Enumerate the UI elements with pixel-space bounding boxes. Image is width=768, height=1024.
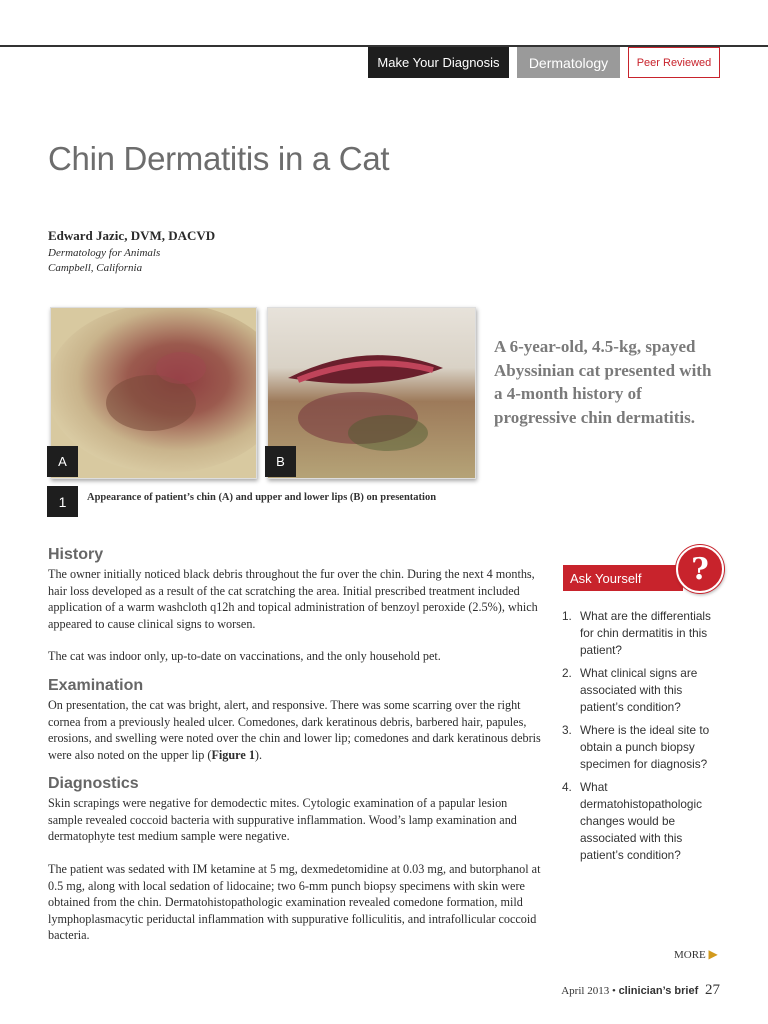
page-footer <box>561 982 720 999</box>
page-number: 27 <box>705 982 720 998</box>
examination-text: On presentation, the cat was bright, alert, and responsive. There was some scarring over the right cornea from a previously healed ulcer. Comedones, dark keratinous debris, barbered hair, papules, erosions, and swelling were noted over the chin and lower lip; comedones and dark keratinous debris were also noted on the upper lip ( <box>48 698 541 762</box>
section-heading-history: History <box>48 546 104 563</box>
article-title: Chin Dermatitis in a Cat <box>48 140 390 177</box>
figure-number: 1 <box>47 486 78 517</box>
affiliation-line: Campbell, California <box>48 262 143 274</box>
question-item <box>562 608 722 659</box>
question-item <box>562 722 722 773</box>
history-paragraph: The cat was indoor only, up-to-date on vaccinations, and the only household pet. <box>48 649 441 663</box>
diagnostics-paragraph: The patient was sedated with IM ketamine at 5 mg, dexmedetomidine at 0.03 mg, and butorphanol at 0.5 mg, along with local sedation of lidocaine; two 6-mm punch biopsy specimens with skin were obtained from the chin. Dermatohistopathologic examination revealed comedone formation, mild lymphoplasmacytic periductal inflammation with suppurative folliculitis, and intrafollicular coccoid bacteria. <box>48 862 541 943</box>
footer-separator: • <box>611 985 616 997</box>
examination-paragraph <box>48 697 542 763</box>
question-text: What are the differentials for chin dermatitis in this patient? <box>580 609 711 657</box>
more-label: MORE <box>674 949 706 961</box>
lips-photo-image <box>268 308 475 478</box>
ask-yourself-heading: Ask Yourself <box>563 565 683 591</box>
ask-yourself-questions <box>562 608 722 870</box>
chin-photo-image <box>51 308 256 478</box>
photo-label-b: B <box>265 446 296 477</box>
photo-lips <box>267 307 476 479</box>
arrow-right-icon: ▶ <box>708 947 718 961</box>
section-tag-make-your-diagnosis: Make Your Diagnosis <box>368 47 509 78</box>
question-text: What clinical signs are associated with this patient’s condition? <box>580 666 698 714</box>
more-link[interactable] <box>674 947 718 962</box>
figure-reference: Figure 1 <box>211 747 255 762</box>
question-number: 2. <box>562 666 572 680</box>
photo-label-a: A <box>47 446 78 477</box>
question-mark-icon: ? <box>676 545 724 593</box>
question-number: 4. <box>562 780 572 794</box>
section-heading-examination: Examination <box>48 677 144 694</box>
figure-caption: Appearance of patient’s chin (A) and upper and lower lips (B) on presentation <box>87 492 437 503</box>
history-paragraph: The owner initially noticed black debris throughout the fur over the chin. During the next 4 months, hair loss developed as a result of the cat scratching the area. Initial prescribed treatment included application of a warm washcloth q12h and topical administration of benzoyl peroxide (2.5%), which appeared to cause clinical signs to worsen. <box>48 567 538 631</box>
lead-summary: A 6-year-old, 4.5-kg, spayed Abyssinian cat presented with a 4-month history of progressive chin dermatitis. <box>494 337 712 427</box>
question-item <box>562 779 722 864</box>
issue-date: April 2013 <box>561 985 610 997</box>
section-tag-dermatology: Dermatology <box>517 47 620 78</box>
question-text: What dermatohistopathologic changes would be associated with this patient’s condition? <box>580 780 702 862</box>
affiliation-line: Dermatology for Animals <box>48 247 161 259</box>
photo-chin <box>50 307 257 479</box>
author-affiliation <box>48 246 160 276</box>
question-item <box>562 665 722 716</box>
author-name: Edward Jazic, DVM, DACVD <box>48 228 216 243</box>
section-heading-diagnostics: Diagnostics <box>48 775 139 792</box>
question-number: 3. <box>562 723 572 737</box>
publication-name: clinician’s brief <box>618 985 699 997</box>
peer-reviewed-badge: Peer Reviewed <box>628 47 720 78</box>
examination-text-end: ). <box>254 747 263 762</box>
question-text: Where is the ideal site to obtain a punch biopsy specimen for diagnosis? <box>580 723 710 771</box>
diagnostics-paragraph: Skin scrapings were negative for demodectic mites. Cytologic examination of a papular lesion sample revealed coccoid bacteria with suppurative inflammation. Wood’s lamp examination and dermatophyte test medium sample were negative. <box>48 796 517 844</box>
question-number: 1. <box>562 609 572 623</box>
